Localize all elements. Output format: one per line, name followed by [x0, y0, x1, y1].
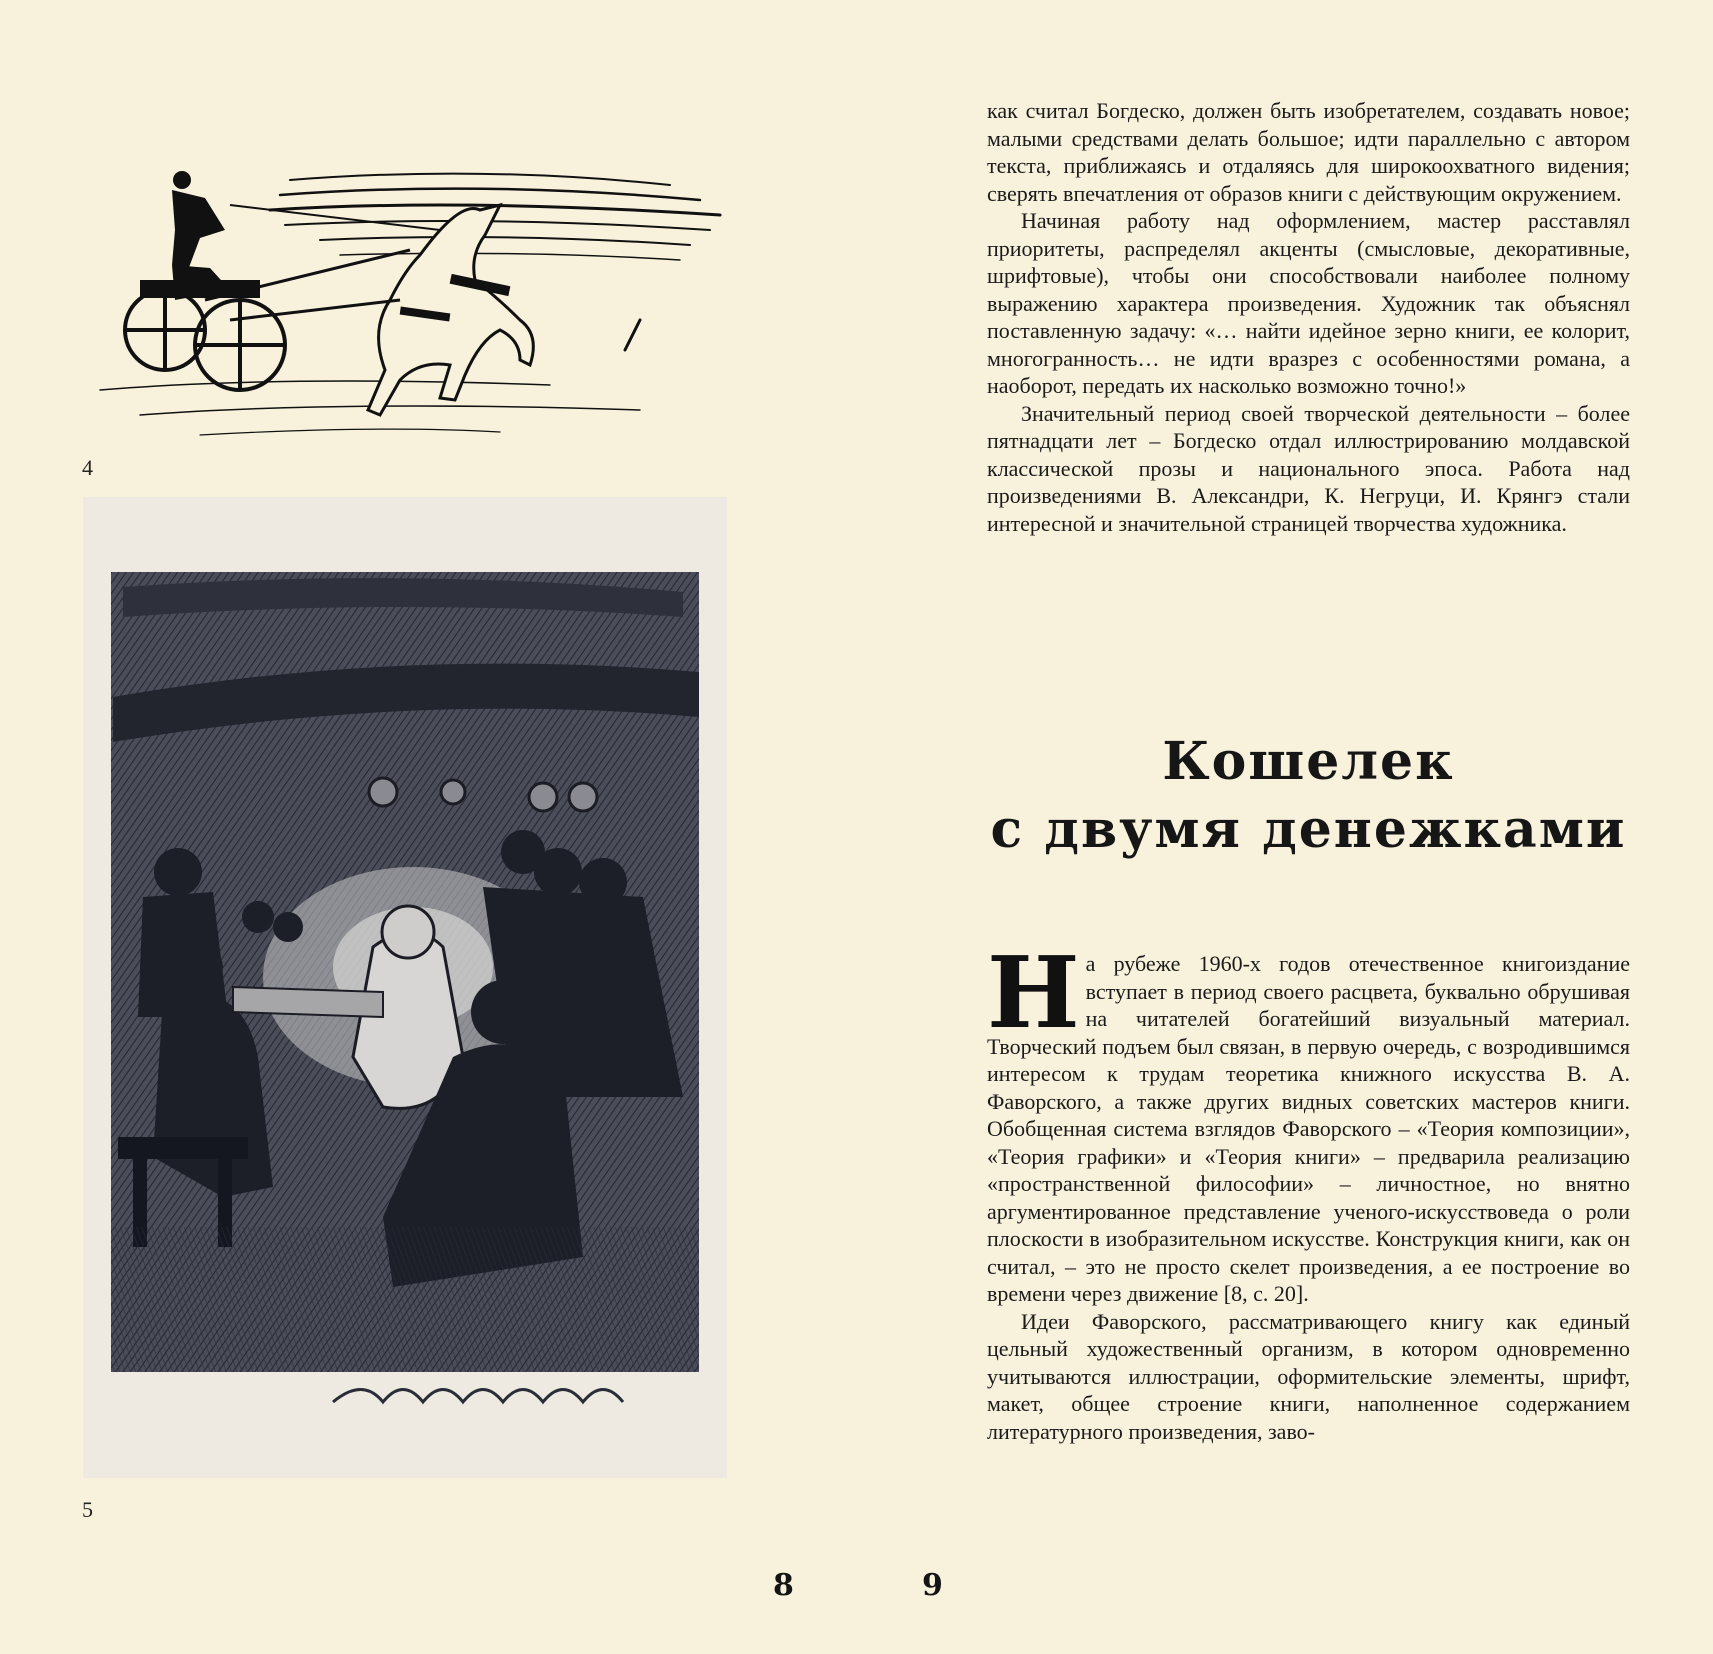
- chapter-title-line-2: с двумя денежками: [990, 799, 1627, 860]
- paragraph: как считал Богдеско, должен быть изобретателем, создавать новое; малыми средствами делать большое; идти параллельно с автором текста, приближаясь и отдаляясь для широкоохватного видения; сверять впечатления от образов книги с действующим окружением.: [987, 98, 1630, 206]
- figure-4-cart-illustration: [80, 160, 730, 445]
- chapter-title-line-1: Кошелек: [1162, 731, 1455, 792]
- right-page-top-text: [987, 97, 1630, 537]
- page-number-left: 8: [773, 1568, 794, 1603]
- paragraph-text: а рубеже 1960-х годов отечественное книгоиздание вступает в период своего расцвета, буквально обрушивая на читателей богатейший визуальный материал. Творческий подъем был связан, в первую очередь, с возродившимся интересом к трудам теоретика книжного искусства В. А. Фаворского, а также других видных советских мастеров книги. Обобщенная система взглядов Фаворского – «Теория композиции», «Теория графики» и «Теория книги» – предварила реализацию «пространственной философии» – личностное, но внятно аргументированное представление ученого-искусствоведа о роли плоскости в изобразительном искусстве. Конструкция книги, как он считал, – это не просто скелет произведения, а ее построение во времени через движение [8, с. 20].: [987, 951, 1630, 1306]
- paragraph: Начиная работу над оформлением, мастер расставлял приоритеты, распределял акценты (смысловые, декоративные, шрифтовые), чтобы они способствовали наиболее полному выражению характера произведения. Художник так объяснял поставленную задачу: «… найти идейное зерно книги, ее колорит, многогранность… не идти вразрез с особенностями романа, а наоборот, передать их насколько возможно точно!»: [987, 208, 1630, 398]
- figure-5-interior-illustration: [83, 497, 727, 1478]
- figure-number-5: 5: [82, 1497, 93, 1522]
- chapter-title: [987, 728, 1630, 864]
- right-page-bottom-text: [987, 936, 1630, 1445]
- paragraph: Значительный период своей творческой деятельности – более пятнадцати лет – Богдеско отдал иллюстрированию молдавской классической прозы и национального эпоса. Работа над произведениями В. Александри, К. Негруци, И. Крянгэ стали интересной и значительной страницей творчества художника.: [987, 400, 1630, 536]
- page-number-right: 9: [922, 1568, 943, 1603]
- figure-number-4: 4: [82, 455, 93, 480]
- paragraph: [987, 936, 1630, 1308]
- drop-cap: Н: [987, 936, 1080, 1051]
- paragraph: Идеи Фаворского, рассматривающего книгу как единый цельный художественный организм, в котором одновременно учитываются иллюстрации, оформительские элементы, шрифт, макет, общее строение книги, наполненное содержанием литературного произведения, заво-: [987, 1308, 1630, 1444]
